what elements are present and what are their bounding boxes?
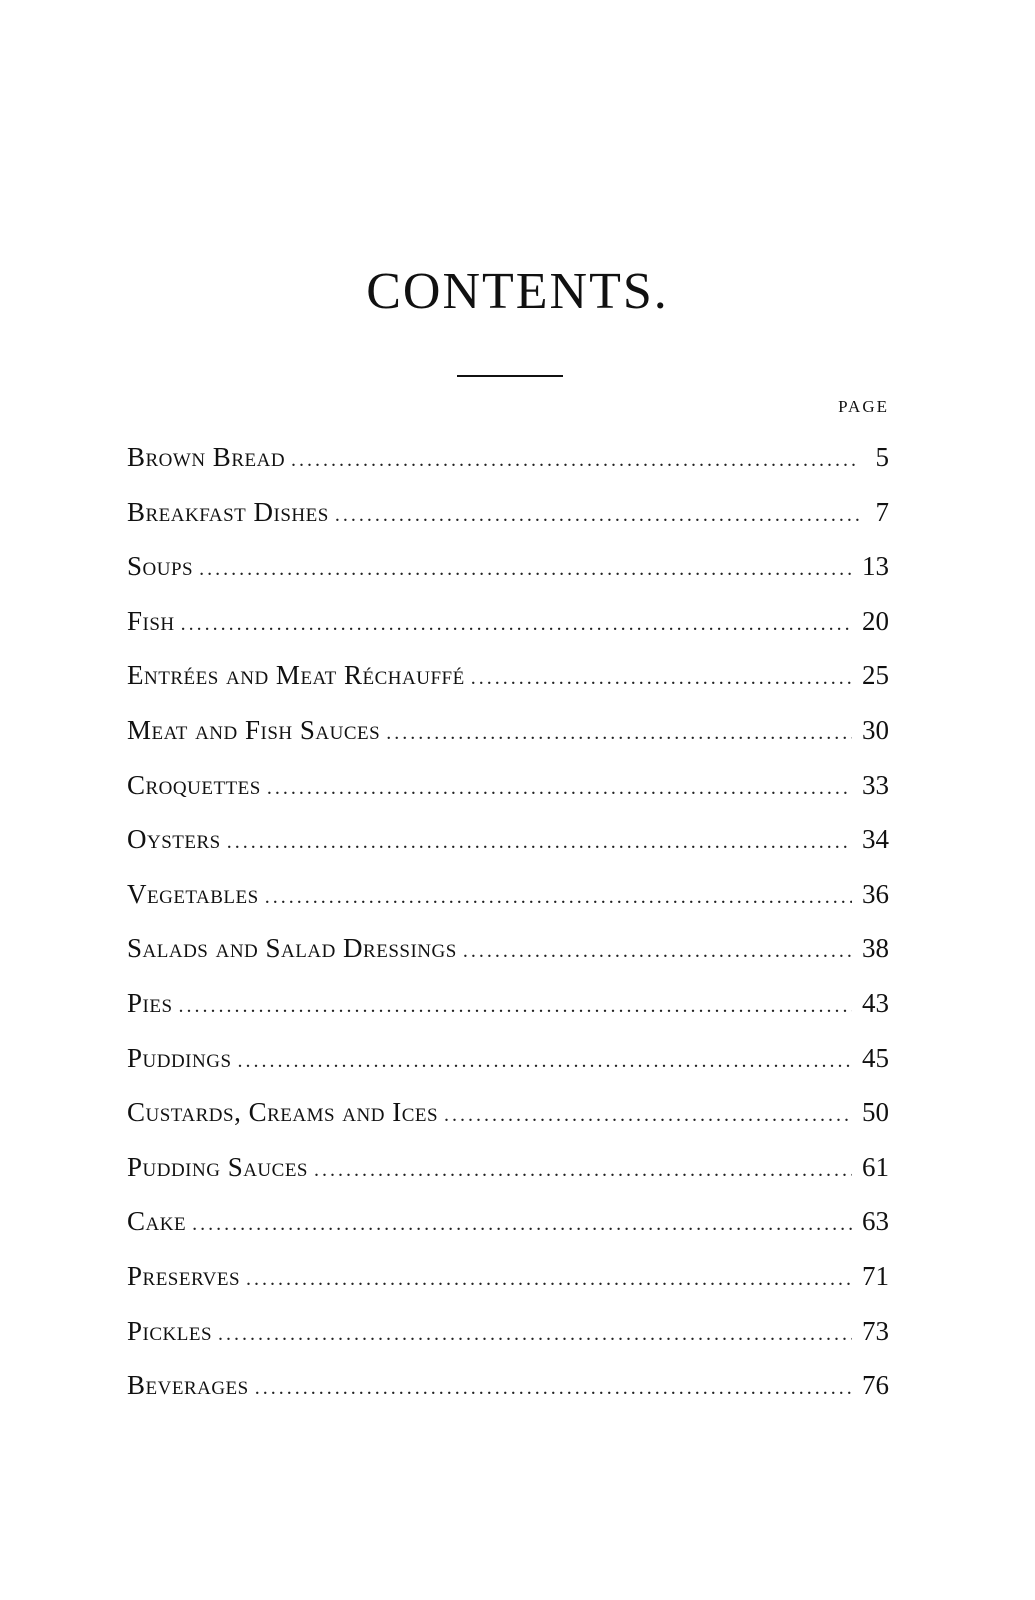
dot-leader <box>179 979 852 1034</box>
toc-entry-page-number: 43 <box>862 987 889 1018</box>
toc-entry-title: Entrées and Meat Réchauffé <box>127 660 465 691</box>
toc-entry-title: Beverages <box>127 1370 249 1401</box>
toc-entry-page-number: 30 <box>862 714 889 745</box>
toc-entry <box>127 1140 889 1195</box>
toc-entry <box>127 1304 889 1359</box>
toc-entry <box>127 430 889 485</box>
dot-leader <box>218 1307 852 1362</box>
dot-leader <box>463 924 852 979</box>
toc-entry-page-number: 20 <box>862 605 889 636</box>
toc-entry <box>127 1031 889 1086</box>
toc-entry-title: Fish <box>127 605 175 636</box>
toc-entry-title: Puddings <box>127 1042 232 1073</box>
toc-entry-page-number: 5 <box>875 442 889 472</box>
dot-leader <box>265 870 852 925</box>
toc-entry-page-number: 61 <box>862 1151 889 1182</box>
toc-entry-page-number: 36 <box>862 878 889 909</box>
toc-entry <box>127 867 889 922</box>
toc-entry-title: Pickles <box>127 1315 213 1346</box>
toc-entry <box>127 1249 889 1304</box>
toc-entry-page-number: 63 <box>862 1206 889 1237</box>
toc-entry <box>127 812 889 867</box>
toc-entry <box>127 921 889 976</box>
toc-entry <box>127 539 889 594</box>
toc-entry <box>127 758 889 813</box>
toc-entry-title: Vegetables <box>127 878 259 909</box>
toc-entry <box>127 1358 889 1413</box>
toc-entry <box>127 594 889 649</box>
dot-leader <box>192 1197 852 1252</box>
table-of-contents <box>127 430 889 1413</box>
toc-entry-page-number: 25 <box>862 660 889 691</box>
toc-entry-page-number: 13 <box>862 551 889 582</box>
toc-entry-page-number: 73 <box>862 1315 889 1346</box>
toc-entry-page-number: 33 <box>862 769 889 800</box>
toc-entry-title: Oysters <box>127 824 221 855</box>
dot-leader <box>291 433 858 488</box>
toc-entry-title: Cake <box>127 1206 187 1237</box>
dot-leader <box>246 1252 852 1307</box>
dot-leader <box>267 761 852 816</box>
dot-leader <box>227 815 852 870</box>
toc-entry <box>127 485 889 540</box>
toc-entry-page-number: 50 <box>862 1097 889 1128</box>
toc-entry-page-number: 45 <box>862 1042 889 1073</box>
toc-entry-title: Breakfast Dishes <box>127 496 329 527</box>
toc-entry <box>127 1085 889 1140</box>
toc-entry-page-number: 38 <box>862 933 889 964</box>
dot-leader <box>471 651 852 706</box>
toc-entry-title: Pies <box>127 987 173 1018</box>
dot-leader <box>255 1361 852 1416</box>
toc-entry-title: Soups <box>127 551 194 582</box>
toc-entry-title: Custards, Creams and Ices <box>127 1097 439 1128</box>
toc-entry-page-number: 76 <box>862 1370 889 1401</box>
dot-leader <box>238 1034 852 1089</box>
toc-entry <box>127 703 889 758</box>
toc-entry-title: Croquettes <box>127 769 261 800</box>
toc-entry <box>127 648 889 703</box>
page-column-label: PAGE <box>838 397 889 416</box>
toc-entry <box>127 976 889 1031</box>
toc-entry-title: Brown Bread <box>127 442 286 472</box>
dot-leader <box>199 542 852 597</box>
toc-entry-title: Meat and Fish Sauces <box>127 714 381 745</box>
dot-leader <box>386 706 852 761</box>
toc-entry-title: Preserves <box>127 1260 241 1291</box>
toc-entry-title: Salads and Salad Dressings <box>127 933 457 964</box>
title-rule <box>457 375 563 377</box>
dot-leader <box>181 597 852 652</box>
dot-leader <box>444 1088 852 1143</box>
dot-leader <box>314 1143 852 1198</box>
toc-entry-page-number: 7 <box>875 496 889 527</box>
dot-leader <box>335 488 860 543</box>
page-title: CONTENTS. <box>366 263 669 320</box>
toc-entry <box>127 1194 889 1249</box>
toc-entry-page-number: 71 <box>862 1260 889 1291</box>
toc-entry-title: Pudding Sauces <box>127 1151 309 1182</box>
toc-entry-page-number: 34 <box>862 824 889 855</box>
